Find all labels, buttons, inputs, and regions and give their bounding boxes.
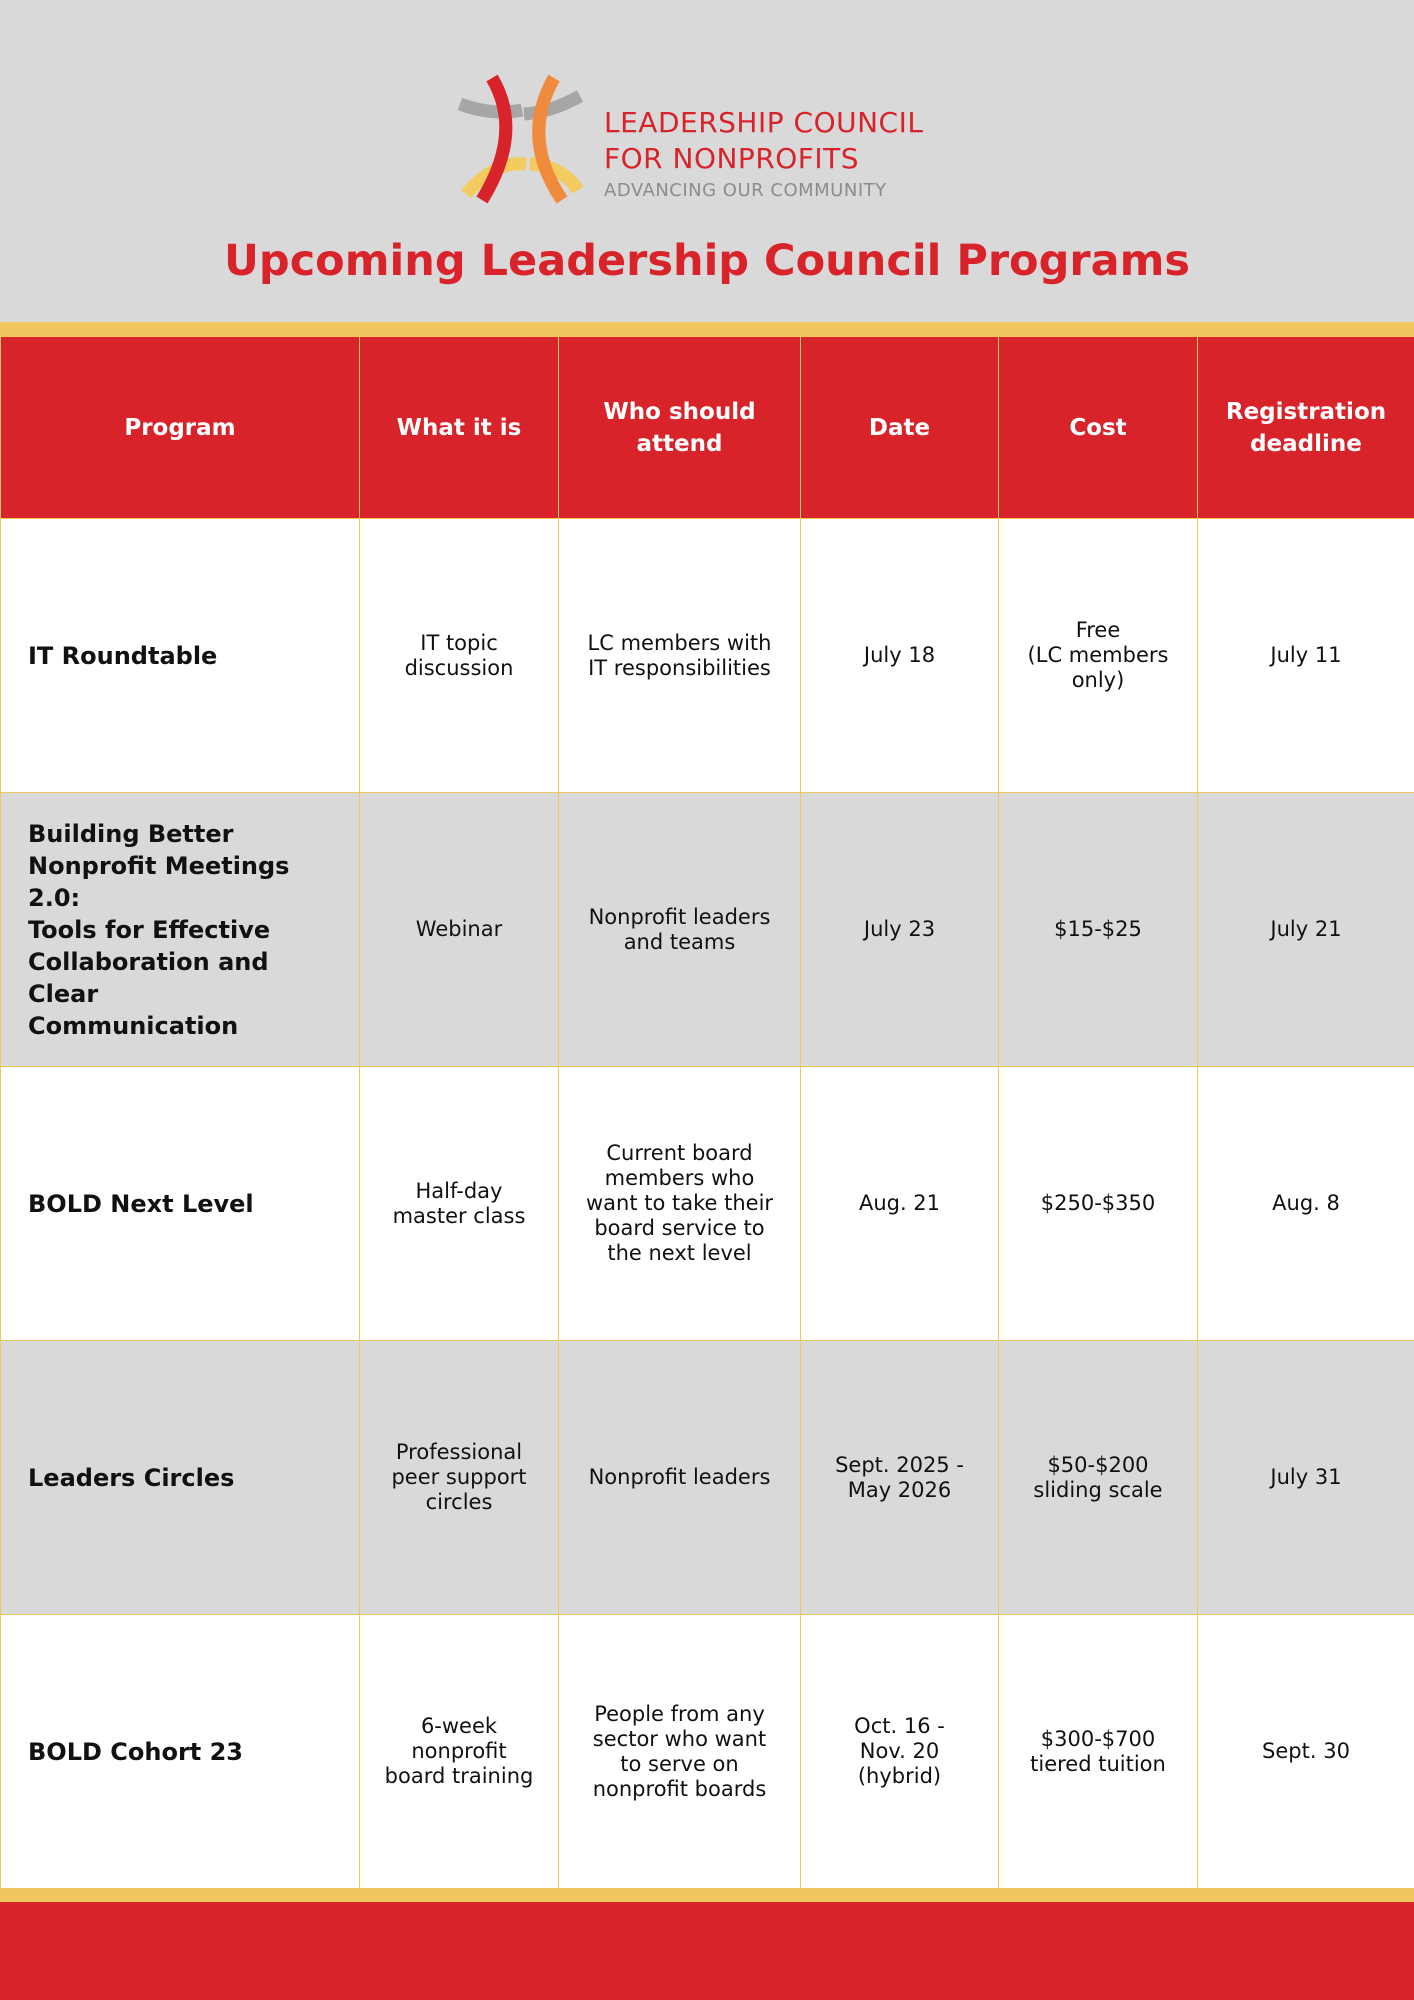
date: Sept. 2025 - May 2026: [801, 1341, 999, 1615]
logo-icon: [452, 72, 594, 208]
header-cost: Cost: [999, 337, 1198, 519]
registration-deadline: Aug. 8: [1198, 1067, 1414, 1341]
table-row: [1, 1615, 1414, 1889]
top-divider: [0, 322, 1414, 336]
who-should-attend: People from any sector who want to serve on nonprofit boards: [559, 1615, 801, 1889]
date: July 23: [801, 793, 999, 1067]
org-tagline: ADVANCING OUR COMMUNITY: [604, 180, 887, 201]
footer-band: [0, 1902, 1414, 2000]
table-header-row: [1, 337, 1414, 519]
what-it-is: Professional peer support circles: [360, 1341, 559, 1615]
program-name: BOLD Next Level: [1, 1067, 360, 1341]
registration-deadline: Sept. 30: [1198, 1615, 1414, 1889]
cost: $300-$700 tiered tuition: [999, 1615, 1198, 1889]
who-should-attend: LC members with IT responsibilities: [559, 519, 801, 793]
table-row: [1, 793, 1414, 1067]
cost: $50-$200 sliding scale: [999, 1341, 1198, 1615]
bottom-divider: [0, 1888, 1414, 1902]
program-name: IT Roundtable: [1, 519, 360, 793]
who-should-attend: Nonprofit leaders: [559, 1341, 801, 1615]
table-row: [1, 1067, 1414, 1341]
cost: $15-$25: [999, 793, 1198, 1067]
header-what-it-is: What it is: [360, 337, 559, 519]
who-should-attend: Nonprofit leaders and teams: [559, 793, 801, 1067]
registration-deadline: July 31: [1198, 1341, 1414, 1615]
page-title: Upcoming Leadership Council Programs: [224, 236, 1190, 286]
programs-table: [0, 336, 1414, 1889]
header-program: Program: [1, 337, 360, 519]
what-it-is: Webinar: [360, 793, 559, 1067]
program-name: BOLD Cohort 23: [1, 1615, 360, 1889]
cost: $250-$350: [999, 1067, 1198, 1341]
table-row: [1, 1341, 1414, 1615]
date: Aug. 21: [801, 1067, 999, 1341]
cost: Free (LC members only): [999, 519, 1198, 793]
org-name-line2: FOR NONPROFITS: [604, 142, 860, 175]
date: Oct. 16 - Nov. 20 (hybrid): [801, 1615, 999, 1889]
program-name: Leaders Circles: [1, 1341, 360, 1615]
what-it-is: IT topic discussion: [360, 519, 559, 793]
org-name-line1: LEADERSHIP COUNCIL: [604, 106, 924, 139]
date: July 18: [801, 519, 999, 793]
table-row: [1, 519, 1414, 793]
what-it-is: 6-week nonprofit board training: [360, 1615, 559, 1889]
registration-deadline: July 21: [1198, 793, 1414, 1067]
what-it-is: Half-day master class: [360, 1067, 559, 1341]
program-name: Building Better Nonprofit Meetings 2.0: Tools for Effective Collaboration and Clear Communication: [1, 793, 360, 1067]
header-who-should-attend: Who should attend: [559, 337, 801, 519]
header-date: Date: [801, 337, 999, 519]
header: [0, 0, 1414, 322]
who-should-attend: Current board members who want to take their board service to the next level: [559, 1067, 801, 1341]
header-registration-deadline: Registration deadline: [1198, 337, 1414, 519]
registration-deadline: July 11: [1198, 519, 1414, 793]
